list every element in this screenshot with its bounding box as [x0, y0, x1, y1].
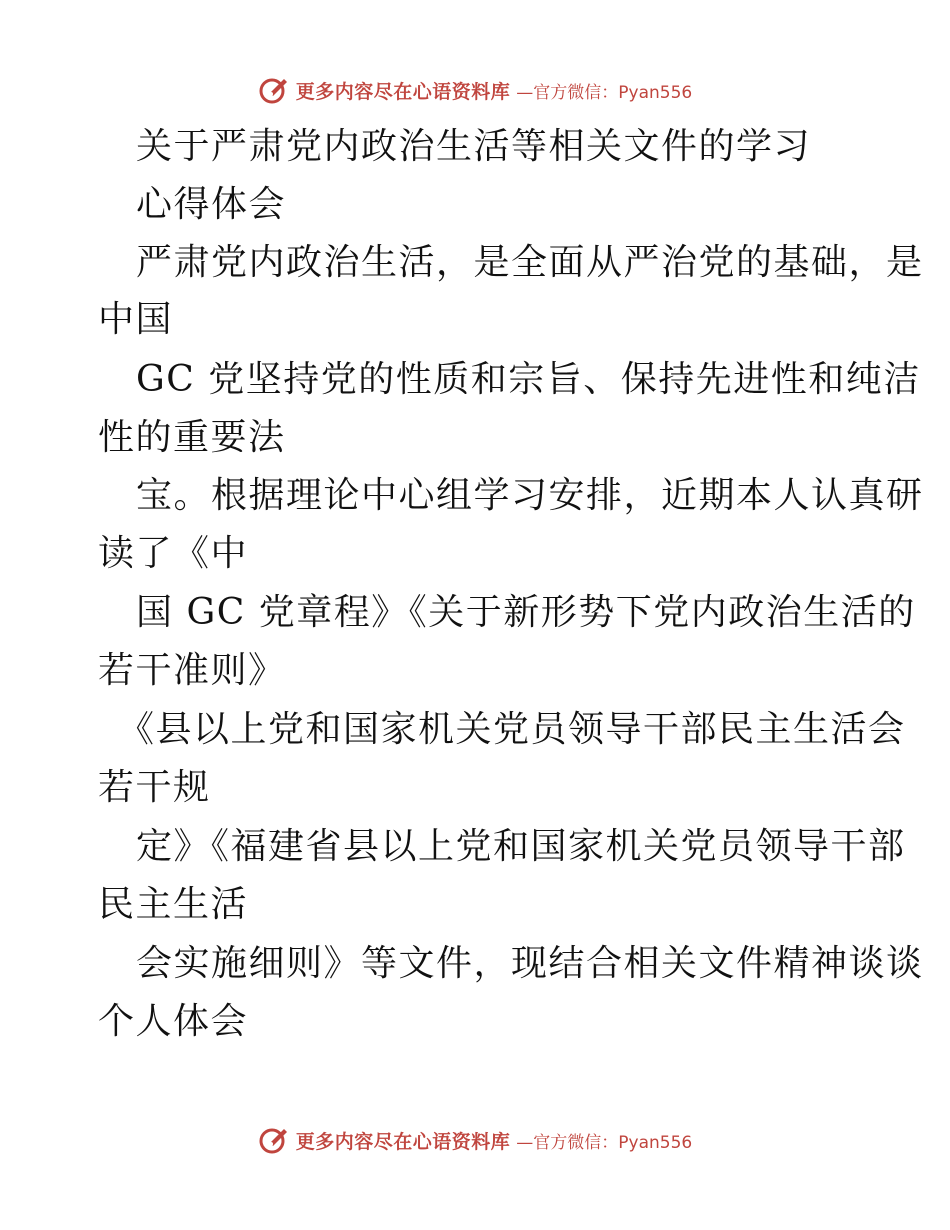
body-line: 会实施细则》等文件，现结合相关文件精神谈谈 — [136, 943, 924, 984]
watermark-wechat-text: —官方微信：Pyan556 — [516, 1132, 693, 1153]
body-line: 若干准则》 — [98, 650, 286, 691]
body-line: 个人体会 — [98, 1001, 249, 1042]
watermark-footer — [0, 1122, 950, 1158]
body-line: GC 党坚持党的性质和宗旨、保持先进性和纯洁 — [136, 359, 921, 400]
body-line: 民主生活 — [98, 884, 249, 925]
title-line-2: 心得体会 — [136, 184, 287, 225]
watermark-wechat-text: —官方微信：Pyan556 — [516, 82, 693, 103]
body-line: 宝。根据理论中心组学习安排，近期本人认真研 — [136, 475, 924, 516]
pen-nib-circle-icon — [258, 74, 290, 106]
body-line: 性的重要法 — [98, 417, 286, 458]
watermark-header — [0, 72, 950, 108]
pen-nib-circle-icon — [258, 1124, 290, 1156]
body-line: 严肃党内政治生活，是全面从严治党的基础，是 — [136, 242, 924, 283]
body-line: 中国 — [98, 299, 174, 340]
body-line: 《县以上党和国家机关党员领导干部民主生活会 — [118, 709, 906, 750]
body-line: 读了《中 — [98, 533, 249, 574]
watermark-main-text: 更多内容尽在心语资料库 — [295, 1130, 511, 1153]
body-line: 若干规 — [98, 767, 211, 808]
watermark-main-text: 更多内容尽在心语资料库 — [295, 80, 511, 103]
body-line: 国 GC 党章程》《关于新形势下党内政治生活的 — [136, 592, 916, 633]
title-line-1: 关于严肃党内政治生活等相关文件的学习 — [136, 126, 812, 167]
body-line: 定》《福建省县以上党和国家机关党员领导干部 — [136, 826, 906, 867]
